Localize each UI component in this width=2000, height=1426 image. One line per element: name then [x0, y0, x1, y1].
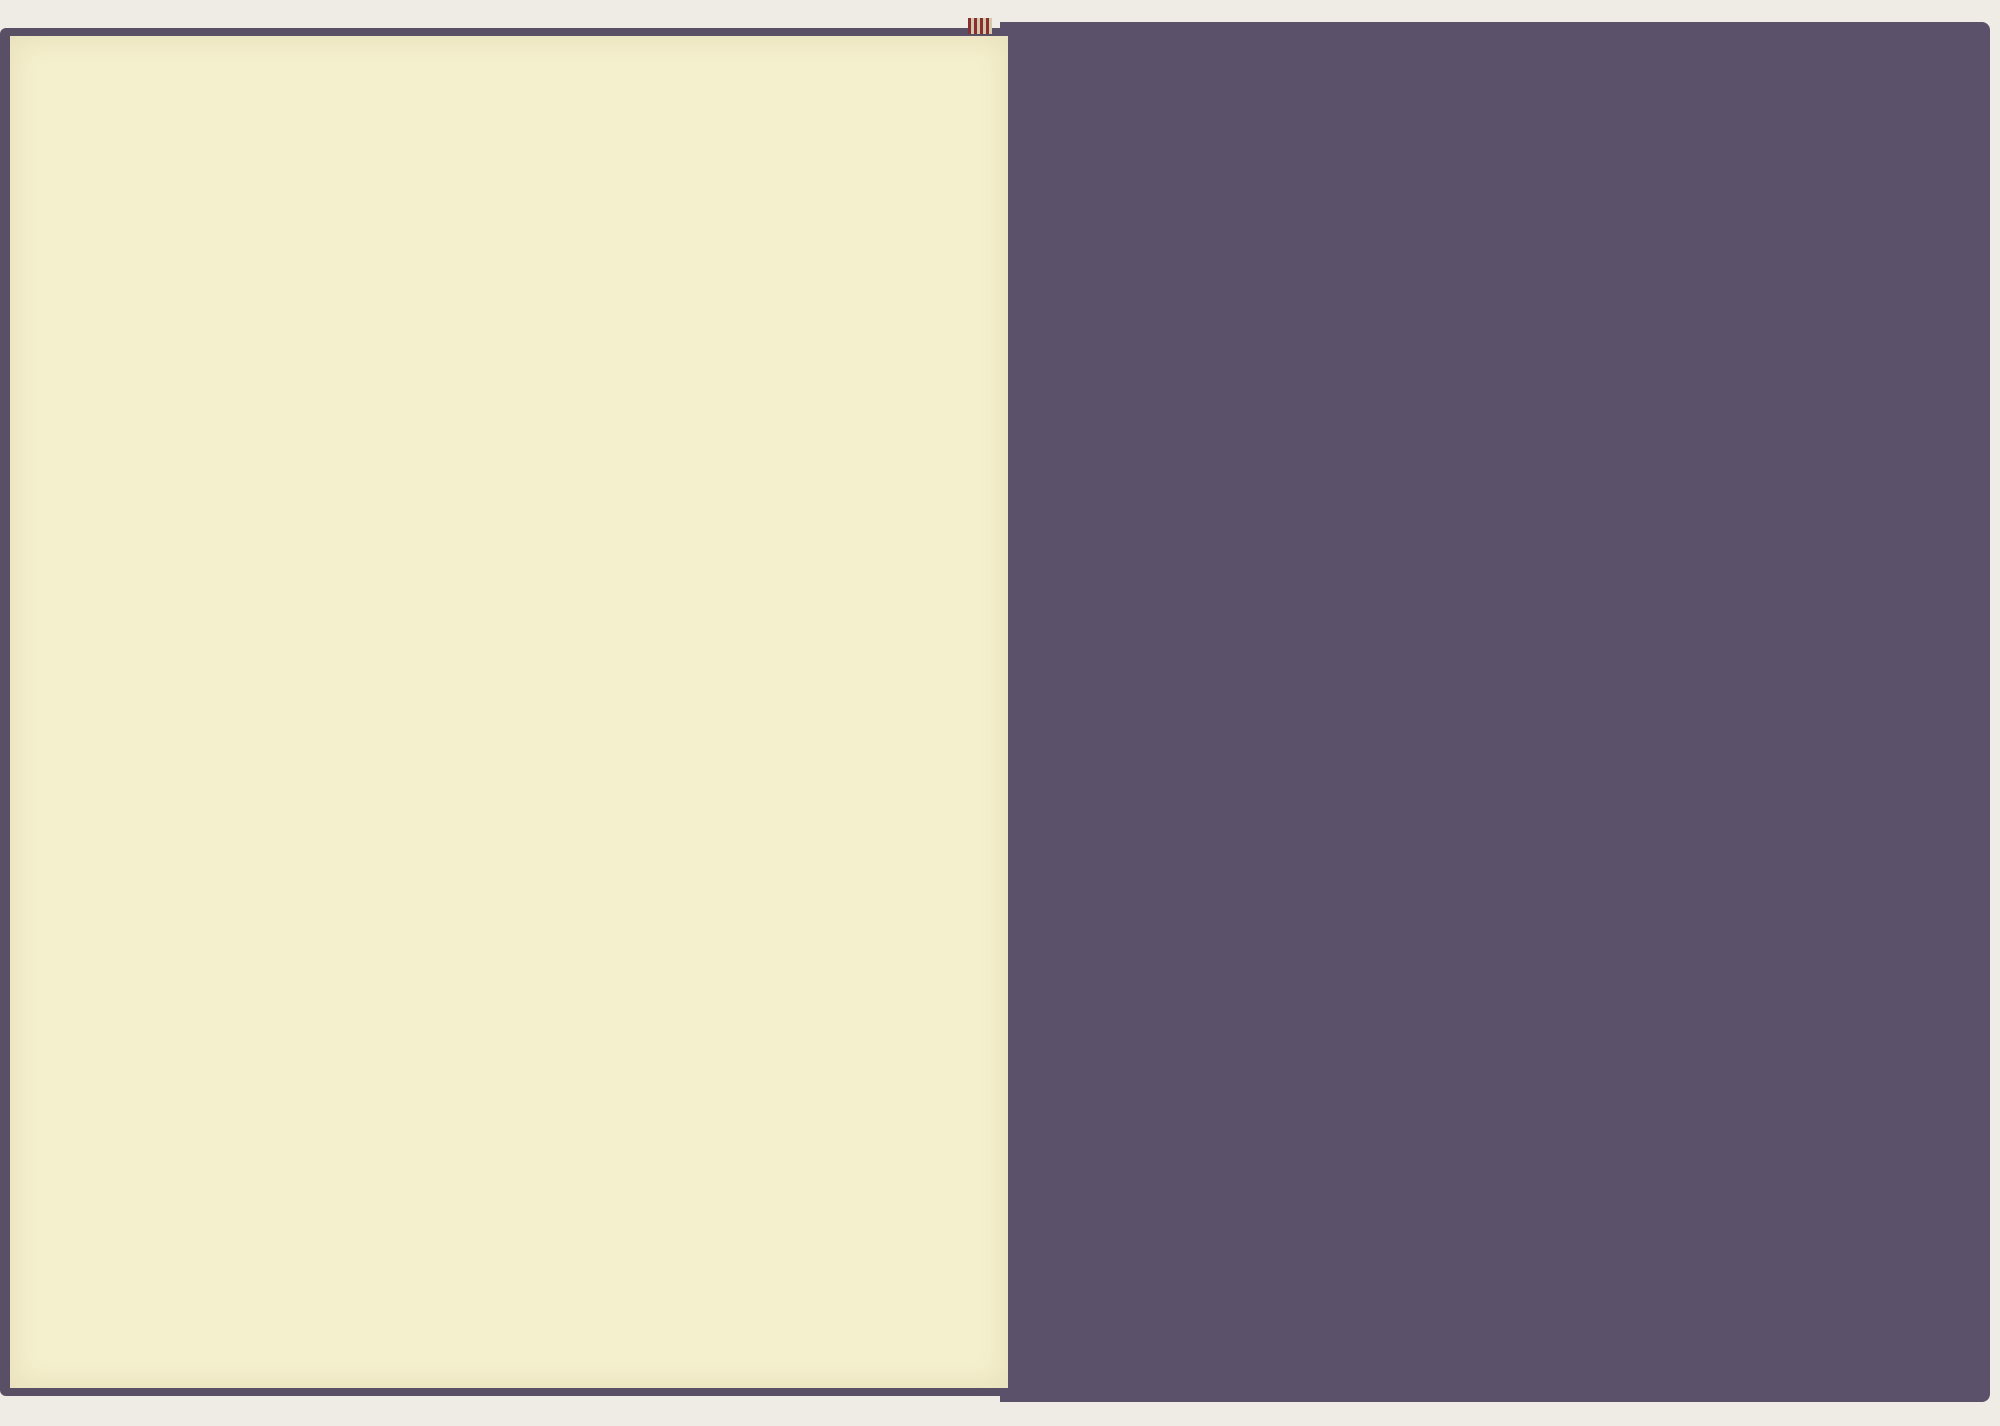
left-page: [10, 36, 1008, 1388]
bookmark-ribbon-top: [968, 18, 992, 34]
book-cover-right: [1000, 22, 1990, 1402]
